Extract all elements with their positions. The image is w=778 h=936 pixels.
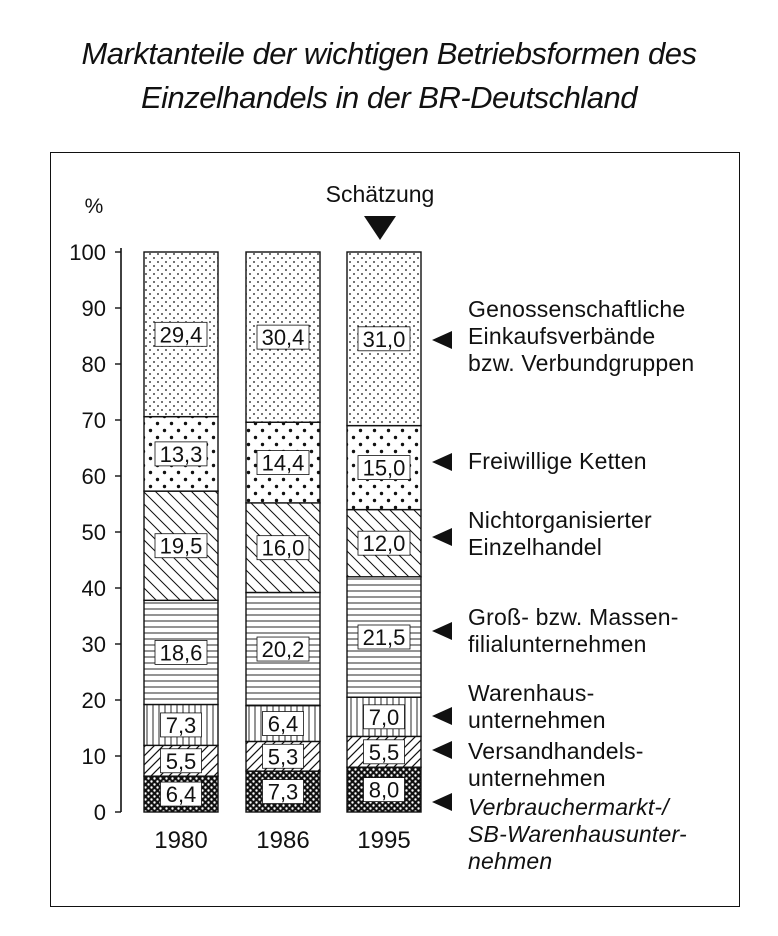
- data-label: 8,0: [368, 777, 400, 803]
- y-axis-unit-label: %: [84, 195, 104, 218]
- legend-arrow-icon: [432, 793, 452, 811]
- legend-entry-line: Genossenschaftliche: [468, 296, 686, 322]
- data-label: 21,5: [362, 625, 406, 650]
- legend-arrow-icon: [432, 622, 452, 640]
- y-tick-label: 10: [81, 744, 106, 769]
- legend-entry-line: Warenhaus-: [468, 680, 595, 706]
- data-label: 6,4: [165, 782, 197, 808]
- data-label: 6,4: [267, 711, 299, 737]
- legend-entry: [468, 794, 687, 875]
- data-label: 19,5: [159, 533, 203, 559]
- data-label: 16,0: [261, 535, 305, 561]
- legend-entry-line: Nichtorganisierter: [468, 507, 652, 533]
- data-label: 7,3: [165, 712, 197, 738]
- y-tick-label: 30: [81, 632, 106, 657]
- data-label: 5,3: [267, 744, 299, 770]
- y-tick-label: 100: [69, 240, 106, 265]
- legend-entry-line: Verbrauchermarkt-/: [468, 794, 669, 820]
- y-tick-label: 40: [81, 576, 106, 601]
- data-label: 13,3: [159, 441, 203, 467]
- data-label: 7,3: [267, 779, 299, 805]
- legend-entry-line: Freiwillige Ketten: [468, 448, 647, 474]
- legend-entry: [468, 738, 644, 792]
- estimate-arrow-icon: [364, 216, 396, 240]
- y-tick-label: 0: [93, 800, 106, 825]
- legend-entry: [468, 507, 652, 561]
- data-label: 31,0: [362, 326, 406, 352]
- data-label: 5,5: [165, 748, 197, 774]
- legend-entry-line: Versandhandels-: [468, 738, 644, 764]
- legend-entry-line: SB-Warenhausunter-: [468, 821, 687, 847]
- legend-entry: [468, 680, 606, 734]
- legend-entry-line: Einkaufsverbände: [468, 323, 656, 349]
- data-label: 5,5: [368, 739, 400, 765]
- legend-entry-line: unternehmen: [468, 765, 606, 791]
- legend-entry-line: Einzelhandel: [468, 534, 603, 560]
- data-label: 14,4: [261, 450, 305, 476]
- y-tick-label: 60: [81, 464, 106, 489]
- legend-entry-line: unternehmen: [468, 707, 606, 733]
- x-category-label: 1995: [357, 827, 411, 854]
- x-category-label: 1986: [256, 827, 310, 854]
- legend-entry: [468, 604, 679, 658]
- y-tick-label: 20: [81, 688, 106, 713]
- x-category-label: 1980: [154, 827, 208, 854]
- legend-arrow-icon: [432, 528, 452, 546]
- legend-arrow-icon: [432, 741, 452, 759]
- chart-title: Marktanteile der wichtigen Betriebsformen des: [81, 36, 697, 71]
- y-tick-label: 50: [81, 520, 106, 545]
- data-label: 30,4: [261, 325, 305, 351]
- legend-arrow-icon: [432, 453, 452, 471]
- data-label: 15,0: [362, 455, 406, 481]
- y-tick-label: 90: [81, 296, 106, 321]
- estimate-annotation: Schätzung: [325, 181, 435, 207]
- legend-entry: [468, 448, 647, 475]
- data-label: 12,0: [362, 531, 406, 557]
- legend-entry-line: bzw. Verbundgruppen: [468, 350, 695, 376]
- data-label: 29,4: [159, 322, 203, 348]
- legend-entry-line: filialunternehmen: [468, 631, 647, 657]
- data-label: 18,6: [159, 640, 203, 666]
- y-tick-label: 80: [81, 352, 106, 377]
- legend-arrow-icon: [432, 331, 452, 349]
- legend-entry: [468, 296, 694, 377]
- legend-entry-line: Groß- bzw. Massen-: [468, 604, 679, 630]
- data-label: 7,0: [368, 704, 400, 730]
- y-tick-label: 70: [81, 408, 106, 433]
- legend-entry-line: nehmen: [468, 848, 553, 874]
- data-label: 20,2: [261, 637, 305, 663]
- legend-arrow-icon: [432, 707, 452, 725]
- chart-subtitle: Einzelhandels in der BR-Deutschland: [140, 80, 637, 115]
